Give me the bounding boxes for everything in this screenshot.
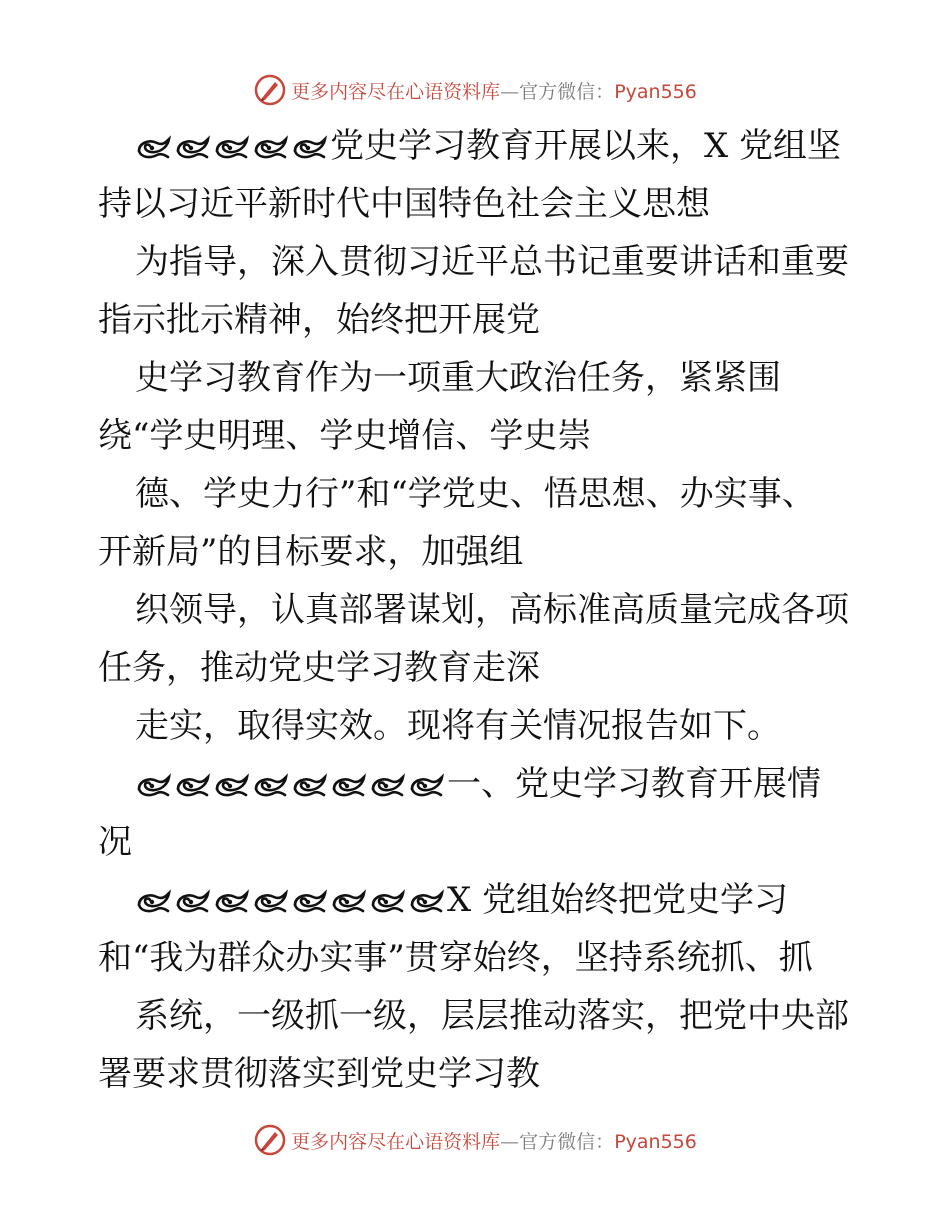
line-text: 绕“学史明理、学史增信、学史崇 xyxy=(98,416,592,456)
line-text: 走实，取得实效。现将有关情况报告如下。 xyxy=(135,706,781,746)
leaf-swirl-icon xyxy=(412,893,442,911)
paragraph-line xyxy=(98,523,523,581)
line-text: 持以习近平新时代中国特色社会主义思想 xyxy=(98,184,710,224)
leaf-swirl-icon xyxy=(178,777,208,795)
paragraph-line xyxy=(98,175,710,233)
paragraph-line xyxy=(98,929,813,987)
line-text: 史学习教育作为一项重大政治任务，紧紧围 xyxy=(135,358,781,398)
leaf-swirl-icon xyxy=(256,777,286,795)
leaf-swirl-icon xyxy=(178,893,208,911)
leaf-swirl-icon xyxy=(295,139,325,157)
leaf-swirl-icon xyxy=(334,893,364,911)
paragraph-line xyxy=(135,871,788,929)
line-text: 指示批示精神，始终把开展党 xyxy=(98,300,540,340)
paragraph-line xyxy=(135,349,781,407)
line-text: 署要求贯彻落实到党史学习教 xyxy=(98,1054,540,1094)
leaf-swirl-icon xyxy=(295,893,325,911)
leaf-swirl-icon xyxy=(139,139,169,157)
footer-banner xyxy=(0,1120,950,1160)
paragraph-line xyxy=(135,697,781,755)
section-heading-text: 一、党史学习教育开展情 xyxy=(447,764,821,804)
line-text: 为指导，深入贯彻习近平总书记重要讲话和重要 xyxy=(135,242,849,282)
leaf-swirl-icon xyxy=(334,777,364,795)
pen-logo-icon xyxy=(253,73,287,107)
banner-dash: — xyxy=(500,80,520,103)
line-text: 开新局”的目标要求，加强组 xyxy=(98,532,524,572)
leaf-swirl-icon xyxy=(412,777,442,795)
banner-wechat-label: 官方微信： xyxy=(519,1130,615,1153)
banner-main-text: 更多内容尽在心语资料库 xyxy=(291,80,501,103)
header-banner-text xyxy=(291,77,697,104)
section-heading-text: 况 xyxy=(98,822,132,862)
line-text: 德、学史力行”和“学党史、悟思想、办实事、 xyxy=(135,474,816,514)
ornament-group xyxy=(135,873,447,931)
footer-banner-text xyxy=(291,1127,697,1154)
line-text: 系统，一级抓一级，层层推动落实，把党中央部 xyxy=(135,996,849,1036)
ornament-group xyxy=(135,757,447,815)
leaf-swirl-icon xyxy=(256,893,286,911)
ornament-group xyxy=(135,119,330,177)
line-text: 织领导，认真部署谋划，高标准高质量完成各项 xyxy=(135,590,849,630)
leaf-swirl-icon xyxy=(139,777,169,795)
paragraph-line xyxy=(135,465,816,523)
banner-wechat-id: Pyan556 xyxy=(614,80,697,103)
line-text: X 党组始终把党史学习 xyxy=(447,880,789,920)
paragraph-line xyxy=(135,581,849,639)
leaf-swirl-icon xyxy=(139,893,169,911)
paragraph-line xyxy=(98,1045,540,1103)
banner-wechat-label: 官方微信： xyxy=(519,80,615,103)
paragraph-line xyxy=(98,639,540,697)
banner-wechat-id: Pyan556 xyxy=(614,1130,697,1153)
paragraph-line xyxy=(98,407,591,465)
banner-main-text: 更多内容尽在心语资料库 xyxy=(291,1130,501,1153)
pen-logo-icon xyxy=(253,1123,287,1157)
paragraph-line xyxy=(98,291,540,349)
line-text: 任务，推动党史学习教育走深 xyxy=(98,648,540,688)
paragraph-line xyxy=(135,233,849,291)
header-banner xyxy=(0,70,950,110)
leaf-swirl-icon xyxy=(217,139,247,157)
leaf-swirl-icon xyxy=(217,777,247,795)
leaf-swirl-icon xyxy=(295,777,325,795)
paragraph-line xyxy=(135,987,849,1045)
leaf-swirl-icon xyxy=(217,893,247,911)
leaf-swirl-icon xyxy=(178,139,208,157)
leaf-swirl-icon xyxy=(373,777,403,795)
paragraph-line xyxy=(135,117,841,175)
section-heading-line xyxy=(135,755,821,813)
banner-dash: — xyxy=(500,1130,520,1153)
line-text: 党史学习教育开展以来，X 党组坚 xyxy=(330,126,842,166)
line-text: 和“我为群众办实事”贯穿始终，坚持系统抓、抓 xyxy=(98,938,813,978)
section-heading-line xyxy=(98,813,132,871)
leaf-swirl-icon xyxy=(256,139,286,157)
leaf-swirl-icon xyxy=(373,893,403,911)
